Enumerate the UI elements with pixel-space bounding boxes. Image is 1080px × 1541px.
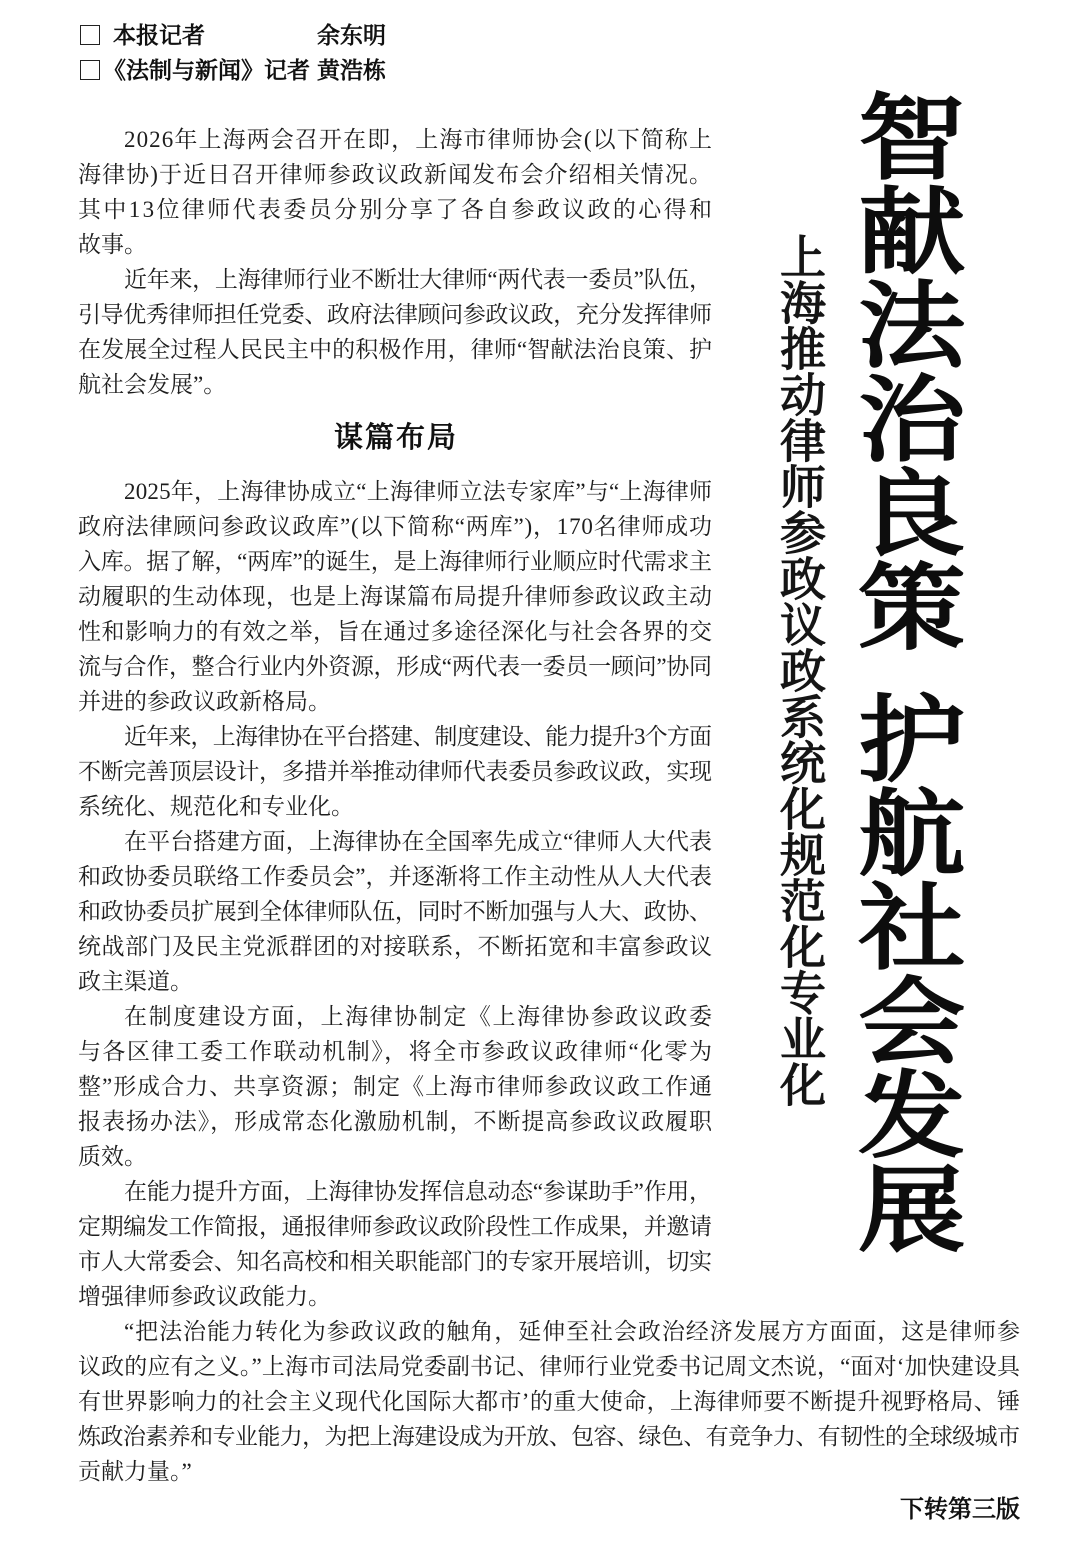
text-line-row <box>78 999 712 1034</box>
text-line: 2026年上海两会召开在即，上海市律师协会(以下简称上 <box>124 127 714 152</box>
text-line-row <box>78 649 712 684</box>
byline-row <box>0 18 420 52</box>
text-line-row <box>78 1104 712 1139</box>
text-line: 报表扬办法》，形成常态化激励机制，不断提高参政议政履职 <box>78 1109 713 1134</box>
square-bullet-icon <box>80 25 100 45</box>
text-line: 增强律师参政议政能力。 <box>78 1284 331 1309</box>
text-line: 市人大常委会、知名高校和相关职能部门的专家开展培训，切实 <box>78 1249 712 1274</box>
text-line-row <box>78 1244 712 1279</box>
text-line: 系统化、规范化和专业化。 <box>78 794 354 819</box>
continuation-note: 下转第三版 <box>900 1496 1020 1523</box>
headline-part-2: 护航社会发展 <box>842 690 963 1254</box>
text-line: 定期编发工作简报，通报律师参政议政阶段性工作成果，并邀请 <box>78 1214 712 1239</box>
text-line: 政府法律顾问参政议政库”(以下简称“两库”)，170名律师成功 <box>78 514 713 539</box>
text-line-row <box>78 262 712 297</box>
byline-name: 余东明 <box>317 22 386 48</box>
text-line: 议政的应有之义。”上海市司法局党委副书记、律师行业党委书记周文杰说，“面对‘加快建设具 <box>78 1354 1021 1379</box>
text-line-row <box>78 1069 712 1104</box>
article-body-column <box>78 122 715 1314</box>
text-line-row <box>78 824 712 859</box>
text-line: 在能力提升方面，上海律协发挥信息动态“参谋助手”作用， <box>124 1179 712 1204</box>
text-line-row <box>78 1279 712 1314</box>
text-line: 近年来，上海律协在平台搭建、制度建设、能力提升3个方面 <box>124 724 712 749</box>
article-paragraph <box>78 122 715 262</box>
text-line-row <box>78 684 712 719</box>
text-line: 政主渠道。 <box>78 969 193 994</box>
byline-name: 黄浩栋 <box>317 57 386 83</box>
byline-role: 本报记者 <box>113 22 205 48</box>
byline-role: 《法制与新闻》记者 <box>103 57 310 83</box>
text-line-row <box>78 614 712 649</box>
article-closing <box>78 1314 1020 1489</box>
article-paragraph <box>78 1174 712 1314</box>
text-line: 其中13位律师代表委员分别分享了各自参政议政的心得和 <box>78 197 715 222</box>
text-line: 有世界影响力的社会主义现代化国际大都市’的重大使命，上海律师要不断提升视野格局、锤 <box>78 1389 1021 1414</box>
article-paragraph <box>78 262 712 402</box>
text-line-row <box>78 719 712 754</box>
text-line: 性和影响力的有效之举，旨在通过多途径深化与社会各界的交 <box>78 619 713 644</box>
text-line-row <box>78 157 712 192</box>
text-line: 质效。 <box>78 1144 147 1169</box>
square-bullet-icon <box>80 60 100 80</box>
text-line: 海律协)于近日召开律师参政议政新闻发布会介绍相关情况。 <box>78 162 714 187</box>
article-section <box>78 474 712 1314</box>
text-line-row <box>78 227 712 262</box>
article-paragraph <box>78 1314 1020 1489</box>
text-line: 统战部门及民主党派群团的对接联系，不断拓宽和丰富参政议 <box>78 934 713 959</box>
text-line: 近年来，上海律师行业不断壮大律师“两代表一委员”队伍， <box>124 267 712 292</box>
text-line: 2025年，上海律协成立“上海律师立法专家库”与“上海律师 <box>124 479 713 504</box>
text-line: 在平台搭建方面，上海律协在全国率先成立“律师人大代表 <box>124 829 713 854</box>
text-line-row <box>78 509 712 544</box>
text-line-row <box>78 754 712 789</box>
text-line-row <box>78 544 712 579</box>
text-line-row <box>78 1349 1020 1384</box>
text-line-row <box>78 1314 1020 1349</box>
text-line-row <box>78 474 712 509</box>
text-line: 引导优秀律师担任党委、政府法律顾问参政议政，充分发挥律师 <box>78 302 712 327</box>
text-line-row <box>78 367 712 402</box>
text-line: 整”形成合力、共享资源；制定《上海市律师参政议政工作通 <box>78 1074 713 1099</box>
headline-subtitle: 上海推动律师参政议政系统化规范化专业化 <box>774 233 826 1107</box>
text-line-row <box>78 1454 1020 1489</box>
text-line: 在发展全过程人民民主中的积极作用，律师“智献法治良策、护 <box>78 337 713 362</box>
text-line: 故事。 <box>78 232 147 257</box>
text-line-row <box>78 122 712 157</box>
text-line-row <box>78 929 712 964</box>
article-paragraph <box>78 719 712 824</box>
text-line: 在制度建设方面，上海律协制定《上海律协参政议政委 <box>124 1004 714 1029</box>
text-line: 航社会发展”。 <box>78 372 227 397</box>
text-line-row <box>78 1419 1020 1454</box>
text-line: 与各区律工委工作联动机制》，将全市参政议政律师“化零为 <box>78 1039 714 1064</box>
article-paragraph <box>78 999 712 1174</box>
text-line-row <box>78 964 712 999</box>
text-line: 动履职的生动体现，也是上海谋篇布局提升律师参政议政主动 <box>78 584 713 609</box>
text-line: 流与合作，整合行业内外资源，形成“两代表一委员一顾问”协同 <box>78 654 712 679</box>
article-paragraph <box>78 474 712 719</box>
headline-part-1: 智献法治良策 <box>842 88 963 652</box>
section-subheading: 谋篇布局 <box>333 422 458 454</box>
text-line: 炼政治素养和专业能力，为把上海建设成为开放、包容、绿色、有竞争力、有韧性的全球级城市 <box>78 1424 1020 1449</box>
text-line-row <box>78 332 712 367</box>
text-line-row <box>78 1384 1020 1419</box>
byline-row <box>0 53 420 87</box>
text-line-row <box>78 1174 712 1209</box>
text-line-row <box>78 1209 712 1244</box>
text-line-row <box>78 297 712 332</box>
text-line-row <box>78 859 712 894</box>
text-line-row <box>78 579 712 614</box>
text-line-row <box>78 894 712 929</box>
article-intro <box>78 122 715 402</box>
text-line-row <box>78 789 712 824</box>
text-line-row <box>78 1139 712 1174</box>
text-line: 和政协委员扩展到全体律师队伍，同时不断加强与人大、政协、 <box>78 899 712 924</box>
text-line-row <box>78 1034 712 1069</box>
text-line: 并进的参政议政新格局。 <box>78 689 331 714</box>
text-line: 入库。据了解，“两库”的诞生，是上海律师行业顺应时代需求主 <box>78 549 712 574</box>
text-line: “把法治能力转化为参政议政的触角，延伸至社会政治经济发展方方面面，这是律师参 <box>124 1319 1021 1344</box>
text-line: 贡献力量。” <box>78 1459 192 1484</box>
text-line-row <box>78 192 715 227</box>
article-paragraph <box>78 824 712 999</box>
text-line: 不断完善顶层设计，多措并举推动律师代表委员参政议政，实现 <box>78 759 712 784</box>
text-line: 和政协委员联络工作委员会”，并逐渐将工作主动性从人大代表 <box>78 864 713 889</box>
